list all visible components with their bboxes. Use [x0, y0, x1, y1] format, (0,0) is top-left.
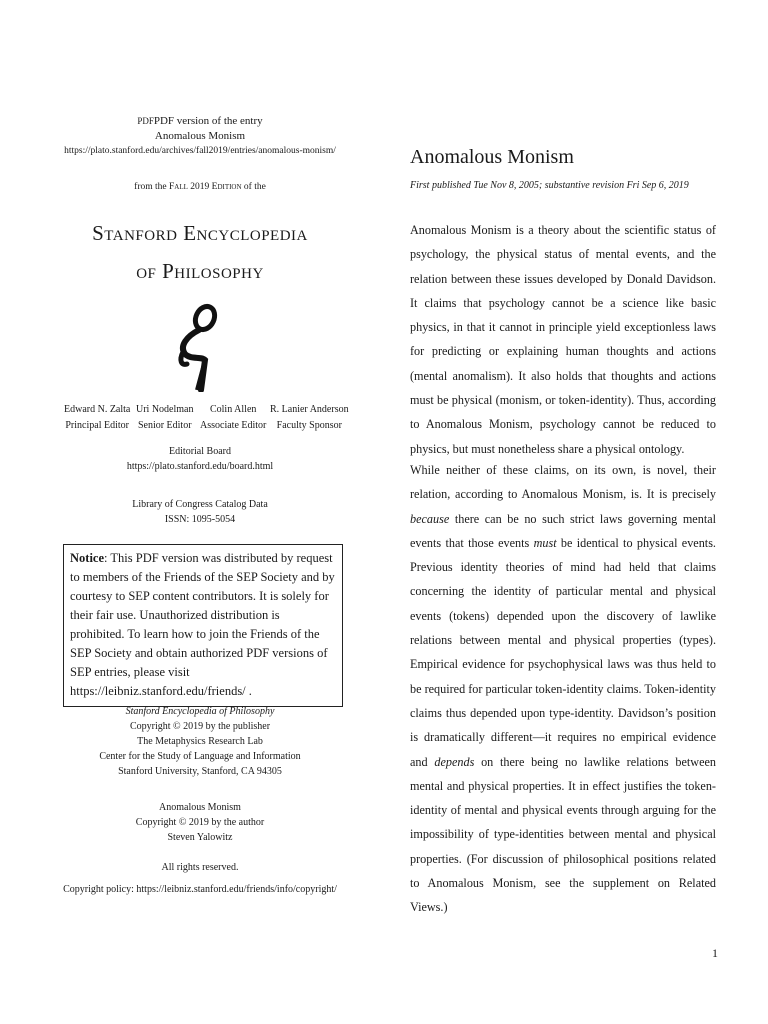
cover-entry-url[interactable]: https://plato.stanford.edu/archives/fall2019/entries/anomalous-monism/: [64, 146, 336, 156]
p2-emphasis: depends: [434, 754, 475, 769]
publisher-sep-name: Stanford Encyclopedia of Philosophy: [125, 706, 275, 717]
edition-name: Fall 2019 Edition: [169, 182, 242, 192]
cover-entry-name: Anomalous Monism: [154, 130, 246, 142]
editor-name: R. Lanier Anderson: [270, 404, 349, 415]
editorial-board-block: [50, 444, 350, 474]
copyright-policy: Copyright policy: https://leibniz.stanford.edu/friends/info/copyright/: [63, 884, 337, 895]
author-entry: Anomalous Monism: [159, 802, 241, 813]
editor-nodelman: [136, 402, 194, 434]
notice-box: [63, 544, 343, 707]
editor-name: Uri Nodelman: [136, 404, 194, 415]
editor-zalta: [64, 402, 130, 434]
author-block: [50, 800, 350, 845]
sep-title: [50, 214, 350, 290]
editor-role: Faculty Sponsor: [276, 420, 342, 431]
p2-text: be identical to physical events. Previous identity theories of mind had held that claims concerning the identity of particular mental and physical events (tokens) depended upon the discovery of lawlike relations between mental and physical properties (types). Empirical evidence for psychophysical laws was thus held to be required for particular token-identity claims. Token-identity claims thus depended upon type-identity. Davidson’s position is dramatically different—it requires no empirical evidence and: [410, 535, 716, 769]
editor-role: Associate Editor: [200, 420, 267, 431]
notice-text: : This PDF version was distributed by request to members of the Friends of the SEP Society and by courtesy to SEP content contributors. It is solely for their fair use. Unauthorized distribution is prohibited. To learn how to join the Friends of the SEP Society and obtain authorized PDF versions of SEP entries, please visit https://leibniz.stanford.edu/friends/ .: [70, 551, 335, 698]
publisher-copyright: Copyright © 2019 by the publisher: [129, 721, 271, 732]
author-copyright: Copyright © 2019 by the author: [135, 817, 265, 828]
edition-prefix: from the: [134, 182, 169, 192]
publisher-address: Stanford University, Stanford, CA 94305: [118, 766, 282, 777]
p2-emphasis: must: [533, 535, 557, 550]
publisher-block: [50, 704, 350, 779]
editorial-board-label: Editorial Board: [169, 446, 231, 457]
publication-info: First published Tue Nov 8, 2005; substantive revision Fri Sep 6, 2019: [410, 180, 689, 191]
entry-title: Anomalous Monism: [410, 146, 574, 168]
editor-allen: [200, 402, 266, 434]
sep-thinker-logo: [175, 300, 225, 392]
editor-name: Edward N. Zalta: [64, 404, 131, 415]
publisher-lab: The Metaphysics Research Lab: [137, 736, 263, 747]
pdf-version-text: PDF version of the entry: [153, 115, 263, 127]
p2-emphasis: because: [410, 511, 450, 526]
p2-text: on there being no lawlike relations between mental and physical properties. It in effect justifies the token-identity of mental and physical events through arguing for the impossibility of type-identities between mental and physical properties. (For discussion of philosophical positions related to Anomalous Monism, see the supplement on Related Views.): [410, 754, 716, 915]
p2-text: there can be no such strict laws governing mental events that those events: [410, 511, 716, 550]
editor-name: Colin Allen: [209, 404, 257, 415]
paragraph-2: [410, 458, 716, 920]
rights: All rights reserved.: [161, 862, 239, 873]
editor-role: Principal Editor: [65, 420, 129, 431]
pdf-version-label: PDFPDF version of the entry Anomalous Monism https://plato.stanford.edu/archives/fall2019/entries/anomalous-monism/: [50, 114, 350, 159]
edition-suffix: of the: [241, 182, 266, 192]
sep-title-line2: of Philosophy: [136, 259, 264, 283]
p2-text: While neither of these claims, on its own, is novel, their relation, according to Anomalous Monism, is. It is precisely: [410, 463, 716, 502]
board-url[interactable]: https://plato.stanford.edu/board.html: [126, 461, 274, 472]
author-name: Steven Yalowitz: [167, 832, 233, 843]
notice-label: Notice: [70, 551, 105, 565]
catalog-block: [50, 497, 350, 527]
page-number: 1: [712, 946, 718, 960]
edition-line: [50, 180, 350, 195]
editor-anderson: [270, 402, 349, 434]
sep-title-line1: Stanford Encyclopedia: [92, 221, 308, 245]
issn: ISSN: 1095-5054: [164, 514, 236, 525]
catalog-label: Library of Congress Catalog Data: [132, 499, 268, 510]
paragraph-1: Anomalous Monism is a theory about the scientific status of psychology, the physical status of mental events, and the relation between these issues developed by Donald Davidson. It claims that psychology cannot be a science like basic physics, in that it cannot in principle yield exceptionless laws for predicting or explaining human thoughts and actions (mental anomalism). It also holds that thoughts and actions must be physical (monism, or token-identity). Thus, according to Anomalous Monism, psychology cannot be reduced to physics, but must nonetheless share a physical ontology.: [410, 223, 716, 456]
publisher-center: Center for the Study of Language and Information: [99, 751, 301, 762]
editor-role: Senior Editor: [137, 420, 192, 431]
